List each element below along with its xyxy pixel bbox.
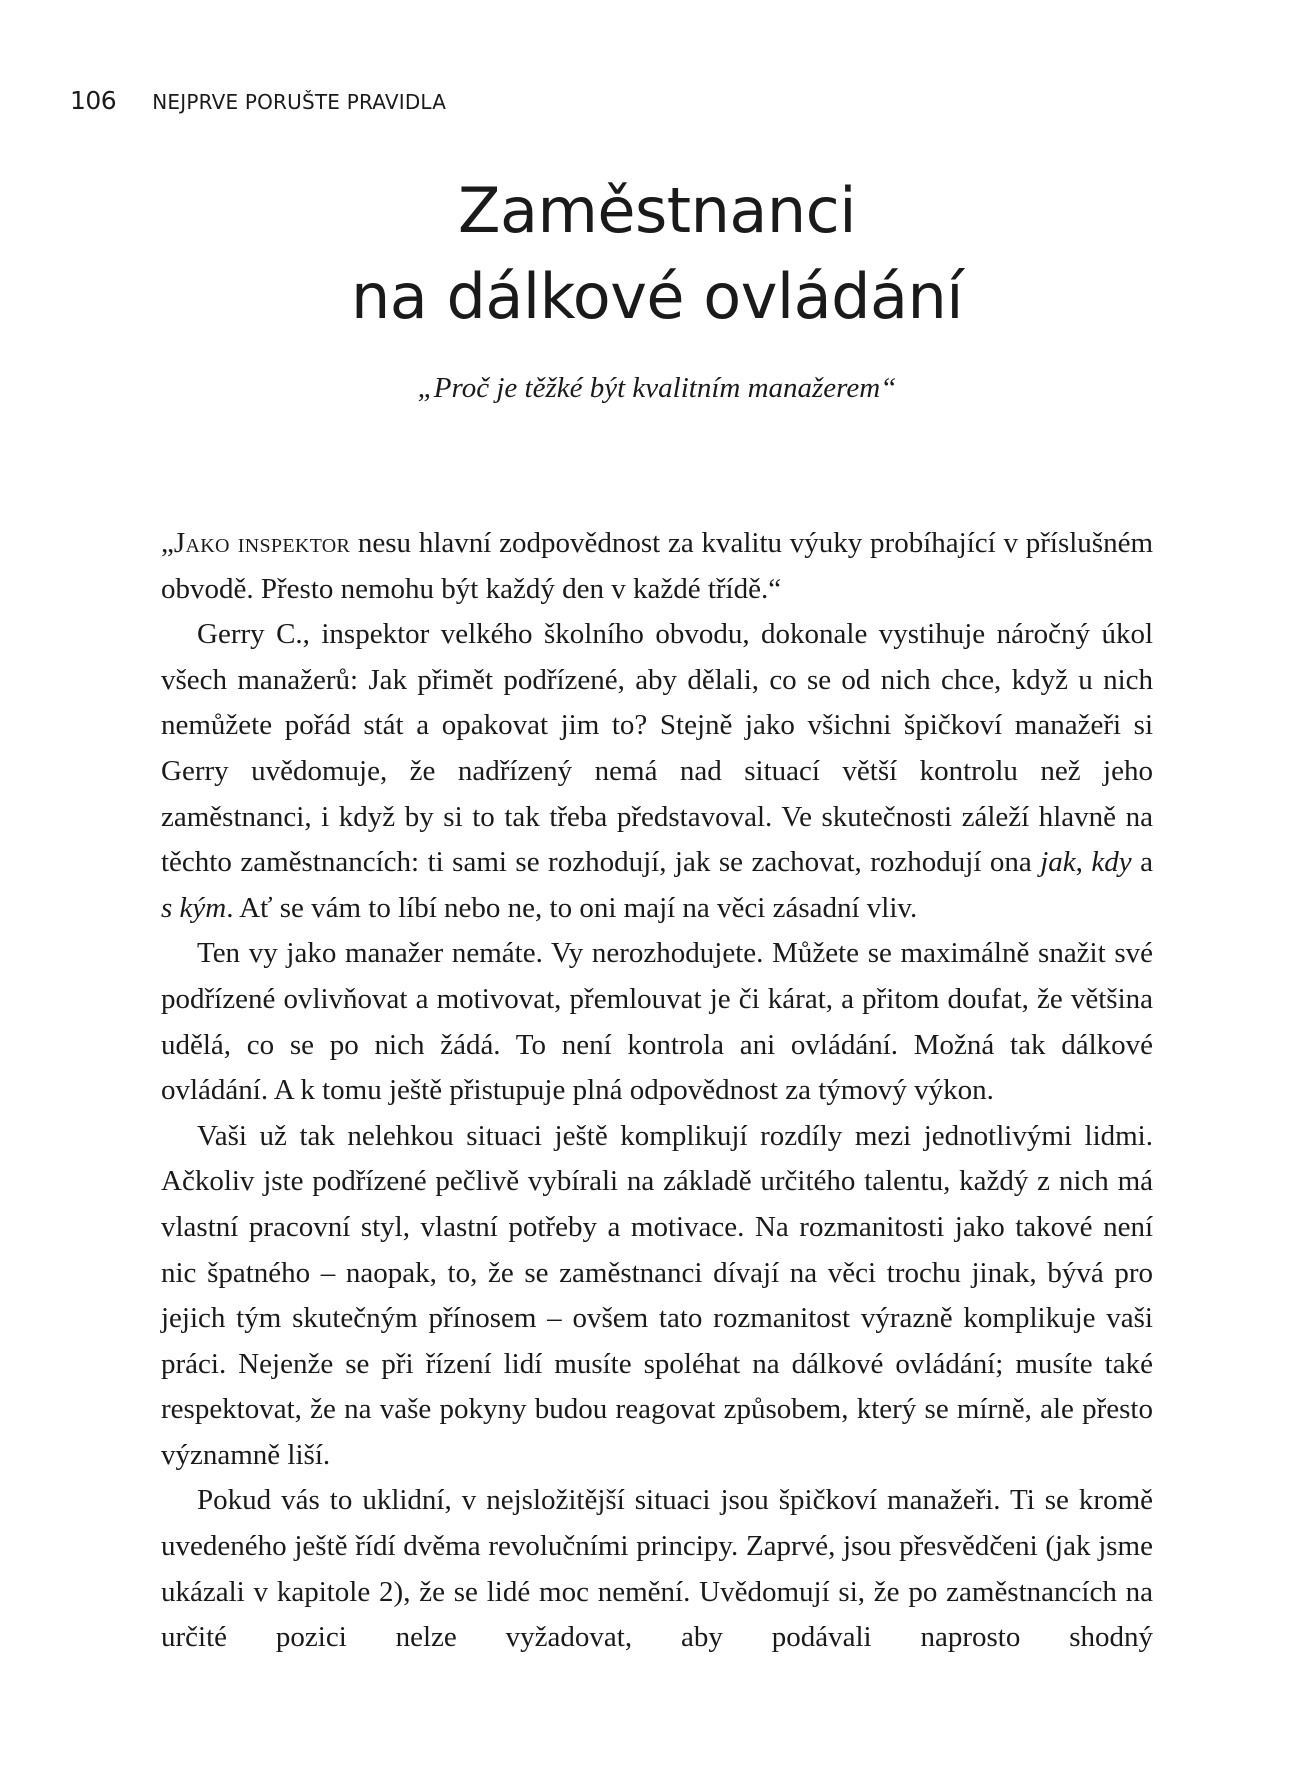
paragraph-2-and: a	[1131, 846, 1154, 879]
paragraph-4: Vaši už tak nelehkou situaci ještě komplikují rozdíly mezi jednotlivými lidmi. Ačkoliv jste podřízené pečlivě vybírali na základě určitého talentu, každý z nich má vlastní pracovní styl, vlastní potřeby a motivace. Na rozmanitosti jako takové není nic špatného – naopak, to, že se zaměstnanci dívají na věci trochu jinak, bývá pro jejich tým skutečným přínosem – ovšem tato rozmanitost výrazně komplikuje vaši práci. Nejenže se při řízení lidí musíte spoléhat na dálkové ovládání; musíte také respektovat, že na vaše pokyny budou reagovat způsobem, který se mírně, ale přesto významně liší.	[161, 1119, 1153, 1471]
paragraph-5: Pokud vás to uklidní, v nejsložitější situaci jsou špičkoví manažeři. Ti se kromě uvedeného ještě řídí dvěma revolučními principy. Zaprvé, jsou přesvědčeni (jak jsme ukázali v kapitole 2), že se lidé moc nemění. Uvědomují si, že po zaměstnancích na určité pozici nelze vyžadovat, aby podávali naprosto shodný	[161, 1484, 1153, 1654]
paragraph-2-italic-jak: jak	[1040, 846, 1076, 879]
paragraph-1-smallcaps: Jako inspektor	[173, 527, 351, 559]
page-number: 106	[70, 86, 117, 115]
paragraph-1-text: nesu hlavní zodpovědnost za kvalitu výuky probíhající v příslušném obvodě. Přesto nemohu být každý den v každé třídě.“	[161, 527, 1154, 605]
paragraph-1	[161, 521, 1153, 612]
paragraph-2-italic-kdy: kdy	[1091, 846, 1132, 879]
body-text	[161, 521, 1153, 1661]
running-title: NEJPRVE PORUŠTE PRAVIDLA	[152, 90, 447, 114]
running-header	[70, 86, 446, 115]
paragraph-3: Ten vy jako manažer nemáte. Vy nerozhodujete. Můžete se maximálně snažit své podřízené ovlivňovat a motivovat, přemlouvat je či kárat, a přitom doufat, že většina udělá, co se po nich žádá. To není kontrola ani ovládání. Možná tak dálkové ovládání. A k tomu ještě přistupuje plná odpovědnost za týmový výkon.	[161, 937, 1153, 1107]
paragraph-2-italic-skym: s kým	[161, 891, 227, 924]
paragraph-2-text-after: . Ať se vám to líbí nebo ne, to oni mají na věci zásadní vliv.	[226, 891, 918, 924]
chapter-title	[157, 168, 1157, 340]
open-quote: „	[161, 527, 174, 559]
paragraph-2-text-before: Gerry C., inspektor velkého školního obvodu, dokonale vystihuje náročný úkol všech manažerů: Jak přimět podřízené, aby dělali, co se od nich chce, když u nich nemůžete pořád stát a opakovat jim to? Stejně jako všichni špičkoví manažeři si Gerry uvědomuje, že nadřízený nemá nad situací větší kontrolu než jeho zaměstnanci, i když by si to tak třeba představoval. Ve skutečnosti záleží hlavně na těchto zaměstnancích: ti sami se rozhodují, jak se zachovat, rozhodují ona	[161, 618, 1153, 879]
chapter-title-line-1: Zaměstnanci	[457, 174, 856, 247]
chapter-title-line-2: na dálkové ovládání	[351, 260, 963, 333]
paragraph-2-comma: ,	[1075, 846, 1092, 879]
chapter-subtitle: „Proč je těžké být kvalitním manažerem“	[417, 372, 897, 404]
paragraph-2	[161, 612, 1153, 931]
